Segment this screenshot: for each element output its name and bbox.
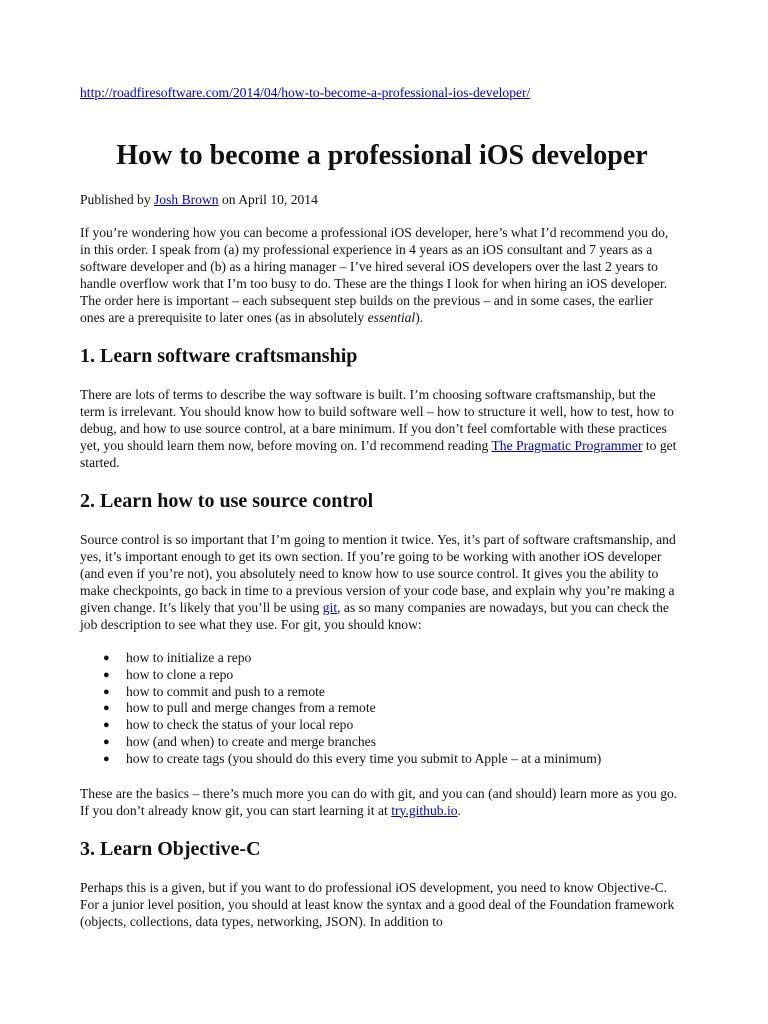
list-item-text: how (and when) to create and merge branches	[126, 733, 376, 749]
intro-text-end: ).	[415, 310, 424, 325]
list-item-text: how to clone a repo	[126, 666, 234, 682]
list-item-text: how to create tags (you should do this every time you submit to Apple – at a minimum)	[126, 750, 602, 766]
try-github-link[interactable]: try.github.io	[391, 802, 458, 818]
section-heading-objective-c: 3. Learn Objective-C	[80, 837, 261, 860]
list-item-text: how to pull and merge changes from a remote	[126, 700, 376, 716]
list-item	[103, 683, 768, 701]
byline-prefix: Published by	[80, 192, 155, 207]
paragraph-text-end: , as so many companies are nowadays, but you can check the job description to see what they use. For git, you should know:	[80, 600, 669, 632]
intro-emphasis: essential	[367, 310, 416, 325]
bullet-icon: ●	[103, 702, 110, 715]
section-paragraph-source-control	[80, 531, 678, 633]
byline-date: on April 10, 2014	[218, 192, 318, 207]
list-item	[103, 700, 768, 717]
list-item	[103, 666, 768, 684]
bullet-icon: ●	[103, 735, 110, 748]
bullet-icon: ●	[103, 652, 110, 664]
paragraph-text: There are lots of terms to describe the way software is built. I’m choosing software craftsmanship, but the term is irrelevant. You should know how to build software well – how to structure it well, how to test, how to debug, and how to use source control, at a bare minimum. If you don’t feel comfortable with these practices yet, you should learn them now, before moving on. I’d recommend reading	[80, 387, 674, 453]
bullet-icon: ●	[103, 719, 110, 732]
section-heading-craftsmanship: 1. Learn software craftsmanship	[80, 345, 358, 367]
git-link[interactable]: git	[322, 600, 338, 615]
list-item	[103, 733, 768, 751]
pragmatic-programmer-link[interactable]: The Pragmatic Programmer	[491, 438, 643, 453]
bullet-icon: ●	[103, 668, 110, 681]
bullet-icon: ●	[103, 752, 110, 765]
list-item	[103, 650, 768, 667]
paragraph-text: Source control is so important that I’m going to mention it twice. Yes, it’s part of software craftsmanship, and yes, it’s important enough to get its own section. If you’re going to be working with another iOS developer (and even if you’re not), you absolutely need to know how to use source control. It gives you the ability to make checkpoints, go back in time to a previous version of your code base, and explain why you’re making a given change. It’s likely that you’ll be using	[80, 532, 676, 615]
list-item	[103, 717, 768, 734]
intro-paragraph	[80, 224, 678, 326]
byline	[80, 191, 678, 208]
list-item-text: how to check the status of your local repo	[126, 717, 354, 733]
paragraph-text: Perhaps this is a given, but if you want to do professional iOS development, you need to know Objective-C. For a junior level position, you should at least know the syntax and a good deal of the Foundation framework (objects, collections, data types, networking, JSON). In addition to	[80, 879, 675, 929]
paragraph-text: These are the basics – there’s much more you can do with git, and you can (and should) learn more as you go. If you don’t already know git, you can start learning it at	[80, 785, 678, 818]
intro-text: If you’re wondering how you can become a professional iOS developer, here’s what I’d recommend you do, in this order. I speak from (a) my professional experience in 4 years as an iOS consultant and 7 years as a software developer and (b) as a hiring manager – I’ve hired several iOS developers over the last 2 years to handle overflow work that I’m too busy to do. These are the things I look for when hiring an iOS developer. The order here is important – each subsequent step builds on the previous – and in some cases, the earlier ones are a prerequisite to later ones (as in absolutely	[80, 225, 669, 325]
author-link[interactable]: Josh Brown	[154, 192, 219, 207]
paragraph-text-end: .	[457, 802, 461, 818]
list-item-text: how to commit and push to a remote	[126, 683, 325, 699]
section-paragraph-git-basics	[80, 785, 678, 819]
section-heading-source-control: 2. Learn how to use source control	[80, 490, 374, 512]
article-title: How to become a professional iOS developer	[116, 140, 648, 171]
list-item	[103, 750, 768, 768]
section-paragraph-objective-c	[80, 879, 678, 930]
bullet-icon: ●	[103, 685, 110, 698]
section-paragraph-craftsmanship	[80, 386, 678, 471]
paragraph-text-end: to get started.	[80, 438, 677, 470]
source-url-link[interactable]: http://roadfiresoftware.com/2014/04/how-to-become-a-professional-ios-developer/	[80, 85, 531, 100]
git-skills-list	[80, 650, 768, 768]
list-item-text: how to initialize a repo	[126, 650, 252, 665]
